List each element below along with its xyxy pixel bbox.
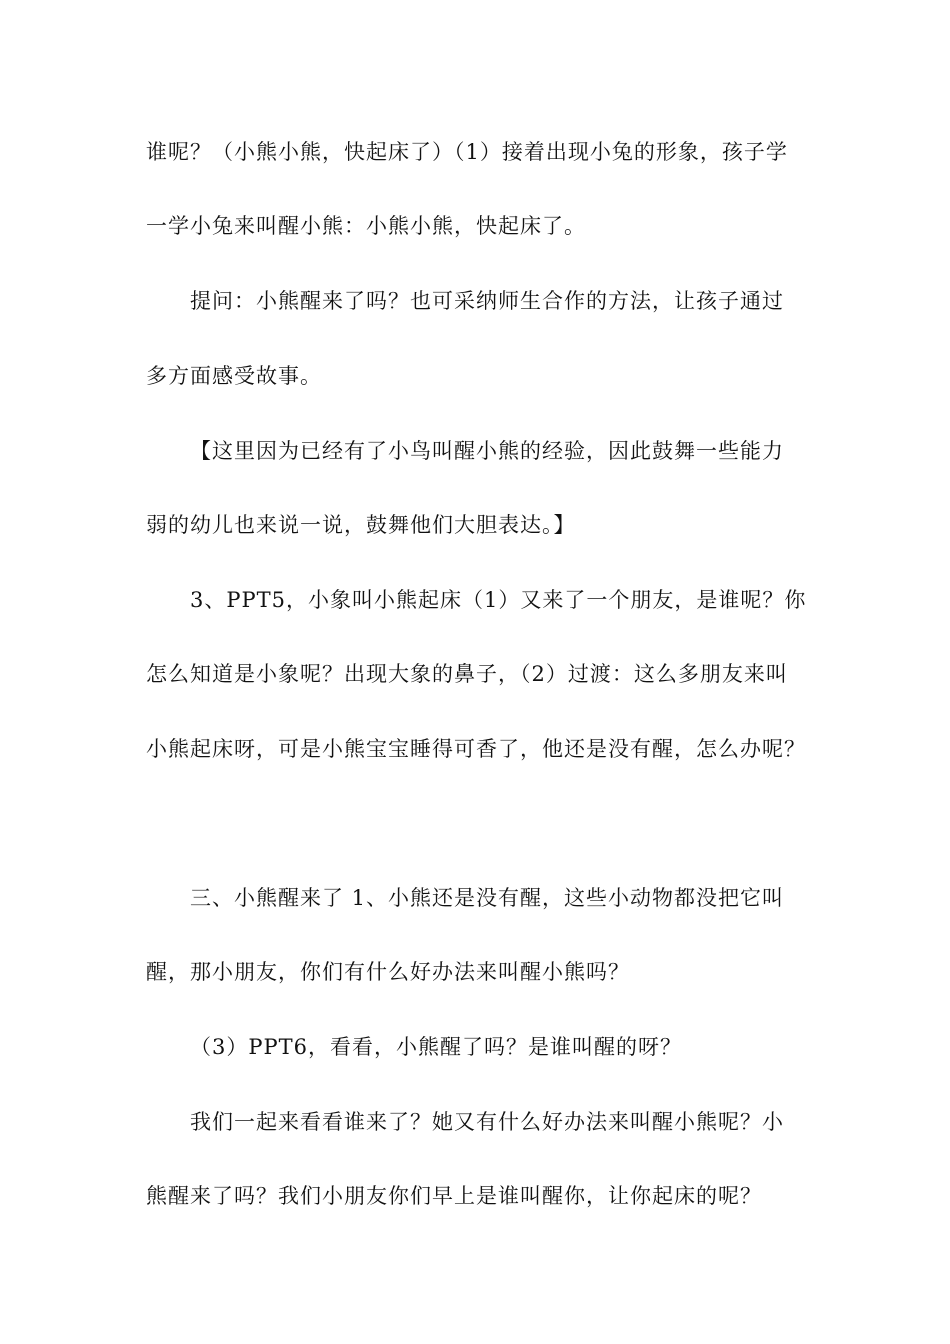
text-line: 【这里因为已经有了小鸟叫醒小熊的经验，因此鼓舞一些能力	[190, 439, 784, 463]
text-line: 提问：小熊醒来了吗？也可采纳师生合作的方法，让孩子通过	[190, 289, 784, 313]
text-line: 我们一起来看看谁来了？她又有什么好办法来叫醒小熊呢？小	[190, 1110, 784, 1134]
text-line: 一学小兔来叫醒小熊：小熊小熊，快起床了。	[146, 214, 586, 238]
text-line: 怎么知道是小象呢？出现大象的鼻子，（2）过渡：这么多朋友来叫	[146, 662, 788, 686]
text-line: 熊醒来了吗？我们小朋友你们早上是谁叫醒你，让你起床的呢？	[146, 1184, 762, 1208]
text-line: 3、PPT5，小象叫小熊起床（1）又来了一个朋友，是谁呢？你	[190, 588, 807, 612]
text-line: 弱的幼儿也来说一说，鼓舞他们大胆表达。】	[146, 513, 576, 537]
text-line: 谁呢？（小熊小熊，快起床了）（1）接着出现小兔的形象，孩子学	[146, 140, 788, 164]
text-line: 小熊起床呀，可是小熊宝宝睡得可香了，他还是没有醒，怎么办呢？	[146, 737, 806, 761]
text-line: 醒，那小朋友，你们有什么好办法来叫醒小熊吗？	[146, 960, 630, 984]
text-line: （3）PPT6，看看，小熊醒了吗？是谁叫醒的呀？	[190, 1035, 682, 1059]
text-line: 三、小熊醒来了 1、小熊还是没有醒，这些小动物都没把它叫	[190, 886, 785, 910]
text-line: 多方面感受故事。	[146, 364, 322, 388]
